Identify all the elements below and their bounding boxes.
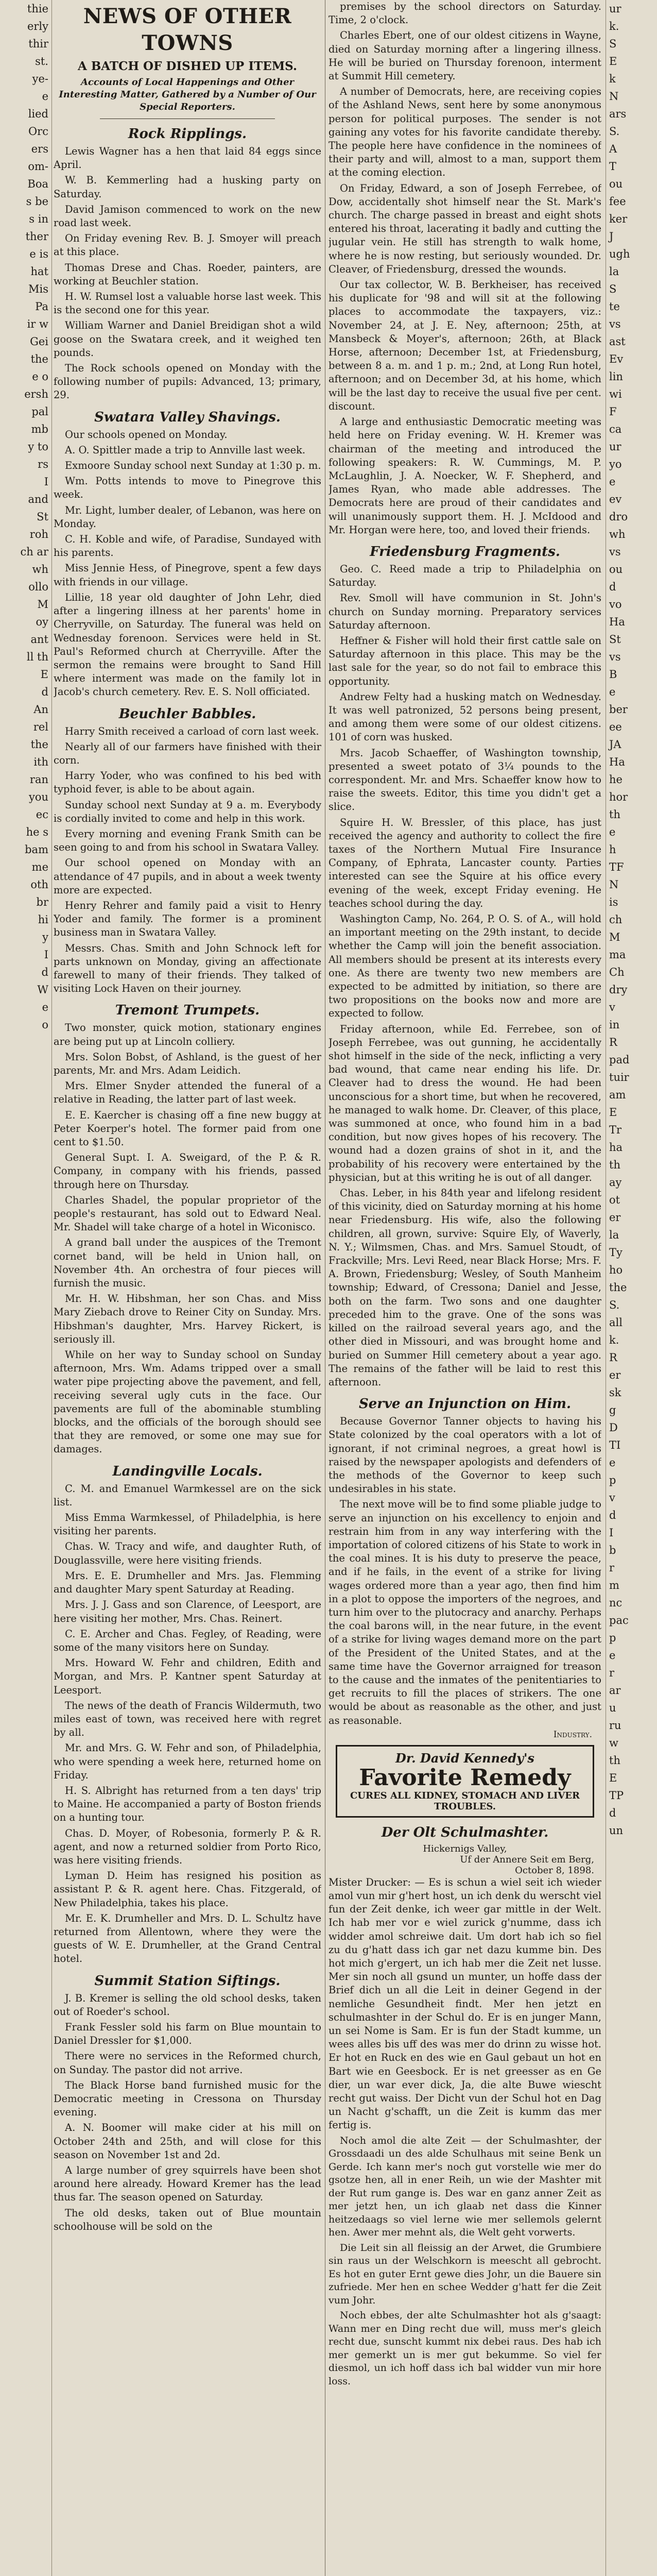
news-item: C. M. and Emanuel Warmkessel are on the sick list. <box>54 1482 321 1508</box>
margin-fragment: e <box>609 1456 616 1469</box>
margin-fragment: pal <box>31 405 48 418</box>
margin-fragment: e is <box>29 248 48 260</box>
news-item: Friday afternoon, while Ed. Ferrebee, son of Joseph Ferrebee, was out gunning, he accidentally shot himself in the side of the neck, inflicting a very bad wound, that came near ending his life. Dr. Cleaver had to dress the wound. He had been unconscious for a short time, but when he recovered, he managed to walk home. Dr. Cleaver, of this place, was summoned at once, who found him in a bad condition, but now gives hopes of his recovery. The wound had a dozen grains of shot in it, and the probability of his recovery were entertained by the physician, but at this writing he is out of all danger. <box>328 1023 601 1183</box>
right-page-margin-fragments <box>606 0 657 2576</box>
margin-fragment: y to <box>28 440 48 453</box>
margin-fragment: ou <box>609 563 623 575</box>
margin-fragment: nc <box>609 1597 623 1609</box>
margin-fragment: St <box>37 511 48 523</box>
news-item: Andrew Felty had a husking match on Wednesday. It was well patronized, 52 persons being present, and among them were some of our oldest citizens. 101 of corn was husked. <box>328 690 601 743</box>
margin-fragment: St <box>609 633 621 646</box>
margin-fragment: thir <box>28 38 48 50</box>
margin-fragment: v <box>609 1001 615 1013</box>
margin-fragment: TI <box>609 1439 621 1451</box>
margin-fragment: ca <box>609 423 622 435</box>
margin-fragment: Ha <box>609 616 625 628</box>
margin-fragment: M <box>609 931 620 943</box>
margin-fragment: dro <box>609 511 628 523</box>
margin-fragment: M <box>37 598 48 611</box>
margin-fragment: Ch <box>609 966 625 978</box>
news-item: Geo. C. Reed made a trip to Philadelphia on Saturday. <box>328 563 601 589</box>
news-item: Exmoore Sunday school next Sunday at 1:30 p. m. <box>65 460 321 472</box>
margin-fragment: ollo <box>28 581 48 593</box>
margin-fragment: pad <box>609 1054 630 1066</box>
news-item: William Warner and Daniel Breidigan shot a wild goose on the Swatara creek, and it weighed ten pounds. <box>54 319 321 359</box>
news-item: There were no services in the Reformed church, on Sunday. The pastor did not arrive. <box>54 2050 321 2076</box>
news-item: Charles Shadel, the popular proprietor of the people's restaurant, has sold out to Edward Neal. Mr. Shadel will take charge of a hotel in Wiconisco. <box>54 1194 321 1233</box>
margin-fragment: ch ar <box>20 546 48 558</box>
margin-fragment: Ha <box>609 756 625 768</box>
margin-fragment: the <box>30 738 48 751</box>
news-item: Squire H. W. Bressler, of this place, has just received the agency and authority to collect the fire taxes of the Northern Mutual Fire Insurance Company, of Ephrata, Lancaster county. Parties interested can see the Squire at his office every evening of the week, except Friday evening. He teaches school during the day. <box>328 816 601 909</box>
margin-fragment: er <box>609 1369 621 1381</box>
margin-fragment: te <box>609 300 620 313</box>
section-heading: Beuchler Babbles. <box>118 706 256 722</box>
margin-fragment: hor <box>609 791 628 803</box>
margin-fragment: un <box>609 1824 624 1837</box>
article-signature: Industry. <box>553 1729 592 1740</box>
news-item: Wm. Potts intends to move to Pinegrove this week. <box>54 475 321 501</box>
margin-fragment: N <box>609 90 619 103</box>
news-item: Miss Emma Warmkessel, of Philadelphia, is here visiting her parents. <box>54 1512 321 1537</box>
margin-fragment: ur <box>609 440 621 453</box>
margin-fragment: ch <box>609 913 623 926</box>
section-heading: Serve an Injunction on Him. <box>358 1396 572 1412</box>
margin-fragment: E <box>609 55 617 67</box>
news-item: A large number of grey squirrels have been shot around here already. Howard Kremer has the lead thus far. The season opened on Saturday. <box>54 2164 321 2204</box>
news-item: Lillie, 18 year old daughter of John Lehr, died after a lingering illness at her parents' home in Cherryville, on Saturday. The funeral was held on Wednesday forenoon. Services were held in St. Paul's Reformed church at Cherryville. After the sermon the remains were brought to Sand Hill where interment was made on the family lot in Jacob's church cemetery. Rev. E. S. Noll officiated. <box>54 591 321 698</box>
margin-fragment: d <box>41 686 48 698</box>
margin-fragment: ru <box>609 1719 621 1732</box>
news-item: On Friday, Edward, a son of Joseph Ferrebee, of Dow, accidentally shot himself near the St. Mark's church. The charge passed in breast and eight shots entered his throat, lacerating it badly and cutting the jugular vein. He still has strength to walk home, where he is now resting, but seriously wounded. Dr. Cleaver, of Friedensburg, dressed the wounds. <box>328 182 601 275</box>
news-item: On Friday evening Rev. B. J. Smoyer will preach at this place. <box>54 232 321 258</box>
margin-fragment: Mis <box>28 283 48 295</box>
margin-fragment: wh <box>609 528 626 540</box>
news-item: Mrs. Jacob Schaeffer, of Washington township, presented a sweet potato of 3¼ pounds to the correspondent. Mr. and Mrs. Schaeffer know how to raise the sweets. Editor, this time you didn't get a slice. <box>328 747 601 813</box>
news-item: General Supt. I. A. Sweigard, of the P. & R. Company, in company with his friends, passed through here on Thursday. <box>54 1151 321 1191</box>
margin-fragment: dry <box>609 984 628 996</box>
margin-fragment: e <box>42 90 48 103</box>
margin-fragment: hat <box>30 265 48 278</box>
margin-fragment: R <box>609 1036 617 1048</box>
margin-fragment: Ty <box>609 1246 623 1259</box>
news-item: W. B. Kemmerling had a husking party on Saturday. <box>54 174 321 200</box>
margin-fragment: Boa <box>27 178 48 190</box>
margin-fragment: ir w <box>27 318 48 330</box>
margin-fragment: ho <box>609 1264 623 1276</box>
margin-fragment: erly <box>27 20 48 32</box>
margin-fragment: F <box>609 405 617 418</box>
margin-fragment: er <box>609 1211 621 1224</box>
margin-fragment: b <box>609 1544 616 1556</box>
margin-fragment: vs <box>609 318 621 330</box>
news-item: The Rock schools opened on Monday with the following number of pupils: Advanced, 13; primary, 29. <box>54 362 321 401</box>
margin-fragment: th <box>609 808 620 821</box>
margin-fragment: E <box>609 1772 617 1784</box>
margin-fragment: rel <box>33 721 48 733</box>
margin-fragment: h <box>609 843 616 856</box>
margin-fragment: e <box>609 686 616 698</box>
news-item: Mr. H. W. Hibshman, her son Chas. and Miss Mary Ziebach drove to Reiner City on Sunday. Mrs. Hibshman's daughter, Mrs. Harvey Rickert, is seriously ill. <box>54 1293 321 1345</box>
margin-fragment: mb <box>31 423 48 435</box>
margin-fragment: y <box>42 931 48 943</box>
news-item: Thomas Drese and Chas. Roeder, painters, are working at Beuchler station. <box>54 261 321 287</box>
margin-fragment: wi <box>609 388 622 400</box>
margin-fragment: ha <box>609 1141 623 1154</box>
news-item: The next move will be to find some pliable judge to serve an injunction on his excellency to enjoin and restrain him from in any way interfering with the importation of colored citizens of his State to work in the coal mines. It is his duty to preserve the peace, and if he fails, in the event of a strike for living wages ordered more than a year ago, then find him in a plot to oppose the importers of the negroes, and turn him over to the plutocracy and anarchy. Perhaps the coal barons will, in the near future, in the event of a strike for living wages demand more on the part of the President of the United States, and at the same time have the Governor arraigned for treason to the cause and the inmates of the penitentiaries to get recruits to fill the places of strikers. The one would be about as reasonable as the other, and just as reasonable. <box>328 1498 601 1726</box>
news-item: Our schools opened on Monday. <box>65 428 228 440</box>
margin-fragment: ot <box>609 1194 620 1206</box>
margin-fragment: la <box>609 1229 619 1241</box>
news-item: The old desks, taken out of Blue mountain schoolhouse will be sold on the <box>54 2207 321 2232</box>
news-item: Lewis Wagner has a hen that laid 84 eggs since April. <box>54 145 321 171</box>
margin-fragment: ur <box>609 3 621 15</box>
ad-line: CURES ALL KIDNEY, STOMACH AND LIVER TROUBLES. <box>350 1790 580 1812</box>
left-page-margin-fragments <box>0 0 52 2576</box>
section-heading: Landingville Locals. <box>112 1463 263 1479</box>
margin-fragment: he <box>609 773 623 786</box>
margin-fragment: d <box>609 1509 616 1521</box>
margin-fragment: roh <box>29 528 48 540</box>
news-item: J. B. Kremer is selling the old school desks, taken out of Roeder's school. <box>54 1992 321 2018</box>
margin-fragment: p <box>609 1632 616 1644</box>
letter-paragraph: Mister Drucker: — Es is schun a wiel seit ich wieder amol vun mir g'hert host, un ich denk du werscht viel fun der Zeit denke, ich weer gar mittle in der Welt. Ich hab mer vor e wiel zurick g'numme, dass ich widder amol schreiwe dait. Um dort hab ich so fiel zu du g'hatt dass ich gar net dazu kumme bin. Des hot mich g'ergert, un ich hab mer die Zeit net lusse. Mer sin noch all gsund un munter, un hoffe dass der Brief dich un all die Leit in deiner Gegend in der nemliche Gesundheit findt. Mer hen jetzt en schulmashter in der Schul do. Er is en junger Mann, un sei Nome is Sam. Er is fun der Stadt kumme, un wees alles bis uff des was mer do drinn zu wisse hot. Er hot en Ruck en des wie en Gaul gebaut un hot en Bart wie en Geesbock. Er is net greesser as en Ge dier, un war ever dick, Ja, die alte Buwe wiescht recht gut waiss. Der Dicht vun der Schul hot en Dag un Nacht g'schafft, un die Zeit is kumm das mer fertig is. <box>328 1876 601 2131</box>
news-item: H. S. Albright has returned from a ten days' trip to Maine. He accompanied a party of Boston friends on a hunting tour. <box>54 1784 321 1824</box>
margin-fragment: JA <box>609 738 621 751</box>
news-item: Frank Fessler sold his farm on Blue mountain to Daniel Dressler for $1,000. <box>54 2021 321 2047</box>
margin-fragment: is <box>609 896 618 908</box>
margin-fragment: Ev <box>609 353 624 365</box>
news-item: Because Governor Tanner objects to having his State colonized by the coal operators with a lot of ignorant, if not criminal negroes, a great howl is raised by the newspaper apologists and defenders of the methods of the Governor to keep such undesirables in his state. <box>328 1415 601 1495</box>
section-heading: Summit Station Siftings. <box>94 1973 281 1989</box>
margin-fragment: TF <box>609 861 624 873</box>
margin-fragment: vs <box>609 546 621 558</box>
news-item: The news of the death of Francis Wildermuth, two miles east of town, was received here with regret by all. <box>54 1699 321 1739</box>
margin-fragment: m <box>609 1579 619 1591</box>
news-item: Miss Jennie Hess, of Pinegrove, spent a few days with friends in our village. <box>54 562 321 588</box>
section-heading: Der Olt Schulmashter. <box>381 1824 549 1840</box>
margin-fragment: ersh <box>24 388 48 400</box>
section-heading: Tremont Trumpets. <box>115 1003 260 1019</box>
margin-fragment: ee <box>609 721 622 733</box>
margin-fragment: D <box>609 1421 618 1434</box>
margin-fragment: A <box>609 143 617 155</box>
margin-fragment: W <box>37 984 48 996</box>
margin-fragment: TP <box>609 1789 624 1802</box>
news-item: Mr. Light, lumber dealer, of Lebanon, was here on Monday. <box>54 504 321 530</box>
news-item: Charles Ebert, one of our oldest citizens in Wayne, died on Saturday morning after a lingering illness. He will be buried on Thursday forenoon, interment at Summit Hill cemetery. <box>328 29 601 82</box>
news-item: Mrs. E. E. Drumheller and Mrs. Jas. Flemming and daughter Mary spent Saturday at Reading. <box>54 1569 321 1596</box>
margin-fragment: hi <box>38 913 48 926</box>
margin-fragment: d <box>41 966 48 978</box>
margin-fragment: S <box>609 38 617 50</box>
margin-fragment: ran <box>29 773 48 786</box>
news-item: Nearly all of our farmers have finished with their corn. <box>54 740 321 766</box>
news-item: A large and enthusiastic Democratic meeting was held here on Friday evening. W. H. Kremer was chairman of the meeting and introduced the following speakers: R. W. Cummings, M. P. McLaughlin, J. A. Noecker, W. F. Shepherd, and James Ryan, who made able addresses. The Democrats here are proud of their candidates and will unanimously support them. H. J. McIdood and Mr. Horgan were here, too, and loved their friends. <box>328 416 601 536</box>
news-item: Mrs. Solon Bobst, of Ashland, is the guest of her parents, Mr. and Mrs. Adam Leidich. <box>54 1050 321 1076</box>
margin-fragment: N <box>609 878 619 891</box>
margin-fragment: you <box>28 791 48 803</box>
news-item: C. H. Koble and wife, of Paradise, Sundayed with his parents. <box>54 533 321 559</box>
margin-fragment: k. <box>609 20 619 32</box>
letter-place: Hickernigs Valley, <box>423 1843 507 1854</box>
subheadline: A BATCH OF DISHED UP ITEMS. <box>78 59 297 73</box>
ad-line: Favorite Remedy <box>359 1764 571 1791</box>
margin-fragment: E <box>609 1106 617 1118</box>
divider-rule <box>100 118 275 119</box>
margin-fragment: B <box>609 668 617 681</box>
margin-fragment: r <box>609 1562 615 1574</box>
news-item: Washington Camp, No. 264, P. O. S. of A., will hold an important meeting on the 29th instant, to decide whether the Camp will join the benefit association. All members should be present at its interests every one. As there are twenty two new members are expected to be admitted by initiation, so there are two propositions on the books now and more are expected to follow. <box>328 913 601 1020</box>
column-news-of-other-towns <box>54 0 321 2576</box>
margin-fragment: vo <box>609 598 622 611</box>
margin-fragment: br <box>36 896 48 908</box>
margin-fragment: ma <box>609 948 626 961</box>
margin-fragment: R <box>609 1351 617 1364</box>
margin-fragment: oth <box>30 878 48 891</box>
margin-fragment: Gei <box>30 335 48 348</box>
margin-fragment: S <box>609 283 617 295</box>
margin-fragment: ugh <box>609 248 630 260</box>
letter-paragraph: Noch amol die alte Zeit — der Schulmashter, der Grossdaadi un des alde Schulhaus mit seine Benk un Gerde. Ich kann mer's noch gut vorstelle wie mer do gsotze hen, all in ener Reih, un wie der Mashter mit der Rut rum gange is. Des war en ganz anner Zeit as mer jetzt hen, un ich glaab net dass die Kinner heitzedaags so viel lerne wie mer sellemols gelernt hen. Awer mer mehnt als, die Welt geht vorwerts. <box>328 2134 601 2239</box>
letter-paragraph: Noch ebbes, der alte Schulmashter hot als g'saagt: Wann mer en Ding recht due will, muss mer's gleich recht due, sunscht kummt nix debei raus. Des hab ich mer gemerkt un is mer gut bekumme. So viel fer diesmol, un ich hoff dass ich bal widder vun mir hore loss. <box>328 2310 601 2387</box>
news-item: Rev. Smoll will have communion in St. John's church on Sunday morning. Preparatory services Saturday afternoon. <box>328 592 601 631</box>
margin-fragment: the <box>30 353 48 365</box>
masthead-headline: NEWS OF OTHER TOWNS <box>83 4 292 55</box>
margin-fragment: ast <box>609 335 626 348</box>
news-item: Mrs. Howard W. Fehr and children, Edith and Morgan, and Mrs. P. Kantner spent Saturday at Leesport. <box>54 1657 321 1696</box>
margin-fragment: am <box>609 1089 626 1101</box>
margin-fragment: w <box>609 1737 618 1749</box>
margin-fragment: I <box>609 1527 614 1539</box>
news-item: Harry Yoder, who was confined to his bed with typhoid fever, is able to be about again. <box>54 770 321 795</box>
margin-fragment: e <box>609 476 616 488</box>
margin-fragment: st. <box>35 55 48 67</box>
margin-fragment: Orc <box>28 125 48 138</box>
news-item: A. O. Spittler made a trip to Annville last week. <box>65 444 306 456</box>
news-item: E. E. Kaercher is chasing off a fine new buggy at Peter Koerper's hotel. The former paid from one cent to $1.50. <box>54 1109 321 1148</box>
news-item: Mr. and Mrs. G. W. Fehr and son, of Philadelphia, who were spending a week here, returned home on Friday. <box>54 1742 321 1781</box>
margin-fragment: tuir <box>609 1071 629 1083</box>
news-item: Heffner & Fisher will hold their first cattle sale on Saturday afternoon in this place. This may be the last sale for the year, so do not fail to embrace this opportunity. <box>328 634 601 687</box>
margin-fragment: vs <box>609 651 621 663</box>
news-item: A grand ball under the auspices of the Tremont cornet band, will be held in Union hall, on November 4th. An orchestra of four pieces will furnish the music. <box>54 1236 321 1290</box>
news-item: Every morning and evening Frank Smith can be seen going to and from his school in Swatara Valley. <box>54 827 321 854</box>
margin-fragment: u <box>609 1702 616 1714</box>
margin-fragment: ar <box>609 1684 621 1697</box>
margin-fragment: ll th <box>26 651 48 663</box>
margin-fragment: ars <box>609 108 627 120</box>
news-item: Two monster, quick motion, stationary engines are being put up at Lincoln colliery. <box>54 1022 321 1047</box>
advertisement-box <box>336 1745 594 1818</box>
margin-fragment: lin <box>609 370 623 383</box>
news-item: A. N. Boomer will make cider at his mill on October 24th and 25th, and will close for this season on November 1st and 2d. <box>54 2122 321 2161</box>
section-heading: Rock Ripplings. <box>128 126 247 142</box>
margin-fragment: ant <box>30 633 48 646</box>
margin-fragment: all <box>609 1316 623 1329</box>
margin-fragment: bam <box>25 843 48 856</box>
margin-fragment: e <box>609 826 616 838</box>
margin-fragment: in <box>609 1019 620 1031</box>
margin-fragment: ber <box>609 703 628 716</box>
news-item: Chas. W. Tracy and wife, and daughter Ruth, of Douglassville, were here visiting friends. <box>54 1540 321 1566</box>
margin-fragment: Pa <box>35 300 48 313</box>
margin-fragment: d <box>609 581 616 593</box>
margin-fragment: ev <box>609 493 622 505</box>
margin-fragment: d <box>609 1807 616 1819</box>
margin-fragment: sk <box>609 1386 621 1399</box>
margin-fragment: T <box>609 160 617 173</box>
section-heading: Swatara Valley Shavings. <box>94 409 281 425</box>
margin-fragment: om- <box>28 160 48 173</box>
margin-fragment: me <box>31 861 48 873</box>
news-item: The Black Horse band furnished music for the Democratic meeting in Cressona on Thursday evening. <box>54 2079 321 2119</box>
news-item: Messrs. Chas. Smith and John Schnock left for parts unknown on Monday, giving an affectionate farewell to many of their friends. They talked of visiting Lock Haven on their journey. <box>54 942 321 995</box>
news-item: Chas. Leber, in his 84th year and lifelong resident of this vicinity, died on Saturday morning at his home near Friedensburg. His wife, also the following children, all grown, survive: Squire Ely, of Waverly, N. Y.; Wilmsmen, Chas. and Mrs. Samuel Stoudt, of Frackville; Mrs. Levi Reed, near Black Horse; Mrs. F. A. Brown, Friedensburg; Wesley, of South Manheim township; Edward, of Cressona; Daniel and Jesse, both on the farm. Two sons and one daughter preceded him to the grave. One of the sons was killed on the railroad several years ago, and the other died in Missouri, and was brought home and buried on Summer Hill cemetery about a year ago. The remains of the father will be laid to rest this afternoon. <box>328 1187 601 1388</box>
margin-fragment: r <box>609 1667 615 1679</box>
margin-fragment: ec <box>36 808 48 821</box>
margin-fragment: ith <box>33 756 48 768</box>
news-item: H. W. Rumsel lost a valuable horse last week. This is the second one for this year. <box>54 291 321 316</box>
news-item: David Jamison commenced to work on the new road last week. <box>54 203 321 229</box>
margin-fragment: pac <box>609 1614 629 1626</box>
news-item: Harry Smith received a carload of corn last week. <box>65 725 319 737</box>
margin-fragment: wh <box>32 563 48 575</box>
margin-fragment: S. <box>609 125 620 138</box>
news-item: A number of Democrats, here, are receiving copies of the Ashland News, sent here by some anonymous person for political purposes. The sender is not gaining any votes for his favorite candidate thereby. The people here have confidence in the nominees of their party and will, almost to a man, support them at the coming election. <box>328 86 601 179</box>
margin-fragment: th <box>609 1159 620 1171</box>
margin-fragment: lied <box>28 108 48 120</box>
margin-fragment: p <box>609 1474 616 1486</box>
section-heading: Friedensburg Fragments. <box>370 544 560 560</box>
margin-fragment: ay <box>609 1176 622 1189</box>
news-item: Mrs. Elmer Snyder attended the funeral of a relative in Reading, the latter part of last week. <box>54 1080 321 1106</box>
headline-deck: Accounts of Local Happenings and Other Interesting Matter, Gathered by a Number of Our Special Reporters. <box>59 77 316 112</box>
margin-fragment: e <box>609 1649 616 1662</box>
news-item: Lyman D. Heim has resigned his position as assistant P. & R. agent here. Chas. Fitzgerald, of New Philadelphia, takes his place. <box>54 1870 321 1909</box>
margin-fragment: oy <box>36 616 48 628</box>
news-item: Sunday school next Sunday at 9 a. m. Everybody is cordially invited to come and help in this work. <box>54 799 321 824</box>
margin-fragment: An <box>33 703 48 716</box>
margin-fragment: g <box>609 1404 616 1416</box>
news-item: Our school opened on Monday with an attendance of 47 pupils, and in about a week twenty more are expected. <box>54 857 321 896</box>
ad-line: Dr. David Kennedy's <box>395 1750 534 1766</box>
margin-fragment: I <box>44 476 48 488</box>
news-item: Henry Rehrer and family paid a visit to Henry Yoder and family. The former is a prominent business man in Swatara Valley. <box>54 899 321 939</box>
margin-fragment: ers <box>31 143 48 155</box>
news-item: Our tax collector, W. B. Berkheiser, has received his duplicate for '98 and will sit at the following places to accommodate the taxpayers, viz.: November 24, at J. E. Ney, afternoon; 25th, at Mansbeck & Moyer's, afternoon; 26th, at Black Horse, afternoon; December 1st, at Friedensburg, between 8 a. m. and 1 p. m.; 2nd, at Long Run hotel, afternoon; and on December 3d, at his home, which will be the last day to receive the usual five per cent. discount. <box>328 279 601 412</box>
news-item: Mrs. J. J. Gass and son Clarence, of Leesport, are here visiting her mother, Mrs. Chas. Reinert. <box>54 1599 321 1624</box>
margin-fragment: yo <box>609 458 622 470</box>
letter-paragraph: Die Leit sin all fleissig an der Arwet, die Grumbiere sin raus un der Welschkorn is meescht all gebrocht. Es hot en guter Ernt gewe dies Johr, un die Bauere sin zufriede. Mer hen en schee Wedder g'hatt fer die Zeit vum Johr. <box>328 2242 601 2306</box>
margin-fragment: e <box>42 1001 48 1013</box>
news-item: C. E. Archer and Chas. Fegley, of Reading, were some of the many visitors here on Sunday. <box>54 1628 321 1653</box>
margin-fragment: s in <box>29 213 48 225</box>
margin-fragment: he s <box>26 826 48 838</box>
margin-fragment: ou <box>609 178 623 190</box>
margin-fragment: thie <box>27 3 48 15</box>
news-item: Chas. D. Moyer, of Robesonia, formerly P. & R. agent, and now a returned soldier from Porto Rico, was here visiting friends. <box>54 1827 321 1866</box>
margin-fragment: E <box>40 668 48 681</box>
margin-fragment: e o <box>32 370 48 383</box>
margin-fragment: J <box>609 230 614 243</box>
news-item: premises by the school directors on Saturday. Time, 2 o'clock. <box>328 1 601 26</box>
news-item: While on her way to Sunday school on Sunday afternoon, Mrs. Wm. Adams tripped over a small water pipe projecting above the pavement, and fell, receiving several ugly cuts in the face. Our pavements are full of the abominable stumbling blocks, and the officials of the borough should see that they are removed, or some one may sue for damages. <box>54 1349 321 1455</box>
margin-fragment: o <box>42 1019 48 1031</box>
margin-fragment: s be <box>26 195 48 208</box>
margin-fragment: and <box>28 493 48 505</box>
margin-fragment: the <box>609 1281 627 1294</box>
margin-fragment: k. <box>609 1334 619 1346</box>
letter-dateline: Uf der Annere Seit em Berg, October 8, 1898. <box>460 1854 594 1876</box>
margin-fragment: ye- <box>32 73 48 85</box>
margin-fragment: S. <box>609 1299 620 1311</box>
margin-fragment: fee <box>609 195 626 208</box>
column-continued <box>328 0 601 2576</box>
margin-fragment: Tr <box>609 1124 622 1136</box>
margin-fragment: th <box>609 1754 620 1767</box>
news-item: Mr. E. K. Drumheller and Mrs. D. L. Schultz have returned from Allentown, where they were the guests of W. E. Drumheller, at the Grand Central hotel. <box>54 1912 321 1965</box>
margin-fragment: rs <box>38 458 48 470</box>
margin-fragment: I <box>44 948 48 961</box>
margin-fragment: la <box>609 265 619 278</box>
margin-fragment: v <box>609 1492 615 1504</box>
margin-fragment: k <box>609 73 616 85</box>
margin-fragment: ker <box>609 213 628 225</box>
margin-fragment: ther <box>25 230 48 243</box>
